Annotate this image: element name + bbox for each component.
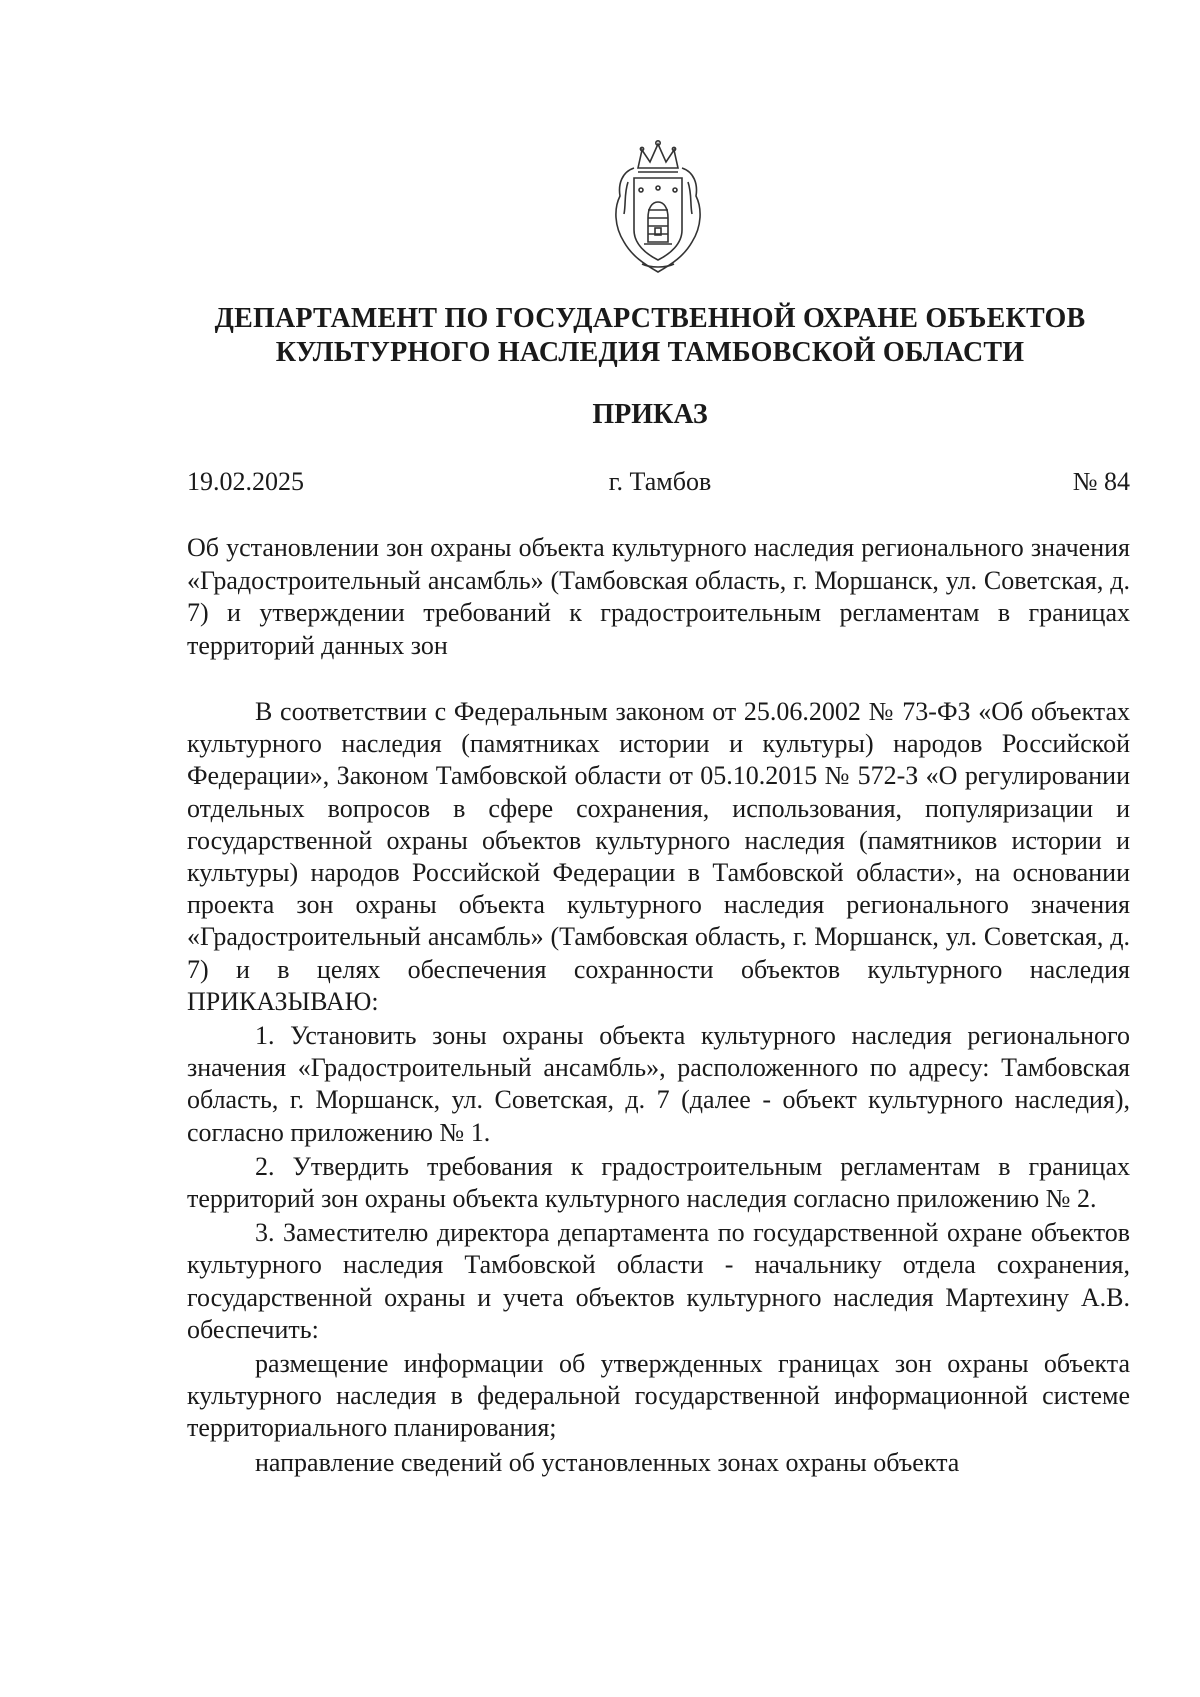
order-subitem-2: направление сведений об установленных зонах охраны объекта (255, 1447, 960, 1477)
organization-name (150, 302, 1150, 370)
preamble-paragraph: В соответствии с Федеральным законом от 25.06.2002 № 73-ФЗ «Об объектах культурного наследия (памятниках истории и культуры) народов Российской Федерации», Законом Тамбовской области от 05.10.2015 № 572-З «О регулировании отдельных вопросов в сфере сохранения, использования, популяризации и государственной охраны объектов культурного наследия (памятников истории и культуры) народов Российской Федерации в Тамбовской области», на основании проекта зон охраны объекта культурного наследия регионального значения «Градостроительный ансамбль» (Тамбовская область, г. Моршанск, ул. Советская, д. 7) и в целях обеспечения сохранности объектов культурного наследия ПРИКАЗЫВАЮ: (187, 697, 1130, 1016)
document-subject: Об установлении зон охраны объекта культурного наследия регионального значения «Градостроительный ансамбль» (Тамбовская область, г. Моршанск, ул. Советская, д. 7) и утверждении требований к градостроительным регламентам в границах территорий данных зон (187, 533, 1130, 660)
order-item-1: 1. Установить зоны охраны объекта культурного наследия регионального значения «Градостроительный ансамбль», расположенного по адресу: Тамбовская область, г. Моршанск, ул. Советская, д. 7 (далее - объект культурного наследия), согласно приложению № 1. (187, 1021, 1130, 1147)
organization-name-line1: ДЕПАРТАМЕНТ ПО ГОСУДАРСТВЕННОЙ ОХРАНЕ ОБЪЕКТОВ (214, 303, 1086, 334)
document-type: ПРИКАЗ (592, 399, 708, 430)
organization-name-line2: КУЛЬТУРНОГО НАСЛЕДИЯ ТАМБОВСКОЙ ОБЛАСТИ (275, 337, 1025, 368)
document-body (187, 696, 1130, 1479)
order-item-3: 3. Заместителю директора департамента по государственной охране объектов культурного наследия Тамбовской области - начальнику отдела сохранения, государственной охраны и учета объектов культурного наследия Мартехину А.В. обеспечить: (187, 1218, 1130, 1344)
tambov-coat-of-arms-icon (608, 138, 708, 278)
document-date: 19.02.2025 (187, 467, 304, 496)
document-city: г. Тамбов (608, 467, 712, 496)
document-number: № 84 (1072, 467, 1130, 496)
order-item-2: 2. Утвердить требования к градостроительным регламентам в границах территорий зон охраны объекта культурного наследия согласно приложению № 2. (187, 1151, 1130, 1214)
order-subitem-1: размещение информации об утвержденных границах зон охраны объекта культурного наследия в федеральной государственной информационной системе территориального планирования; (187, 1349, 1130, 1443)
